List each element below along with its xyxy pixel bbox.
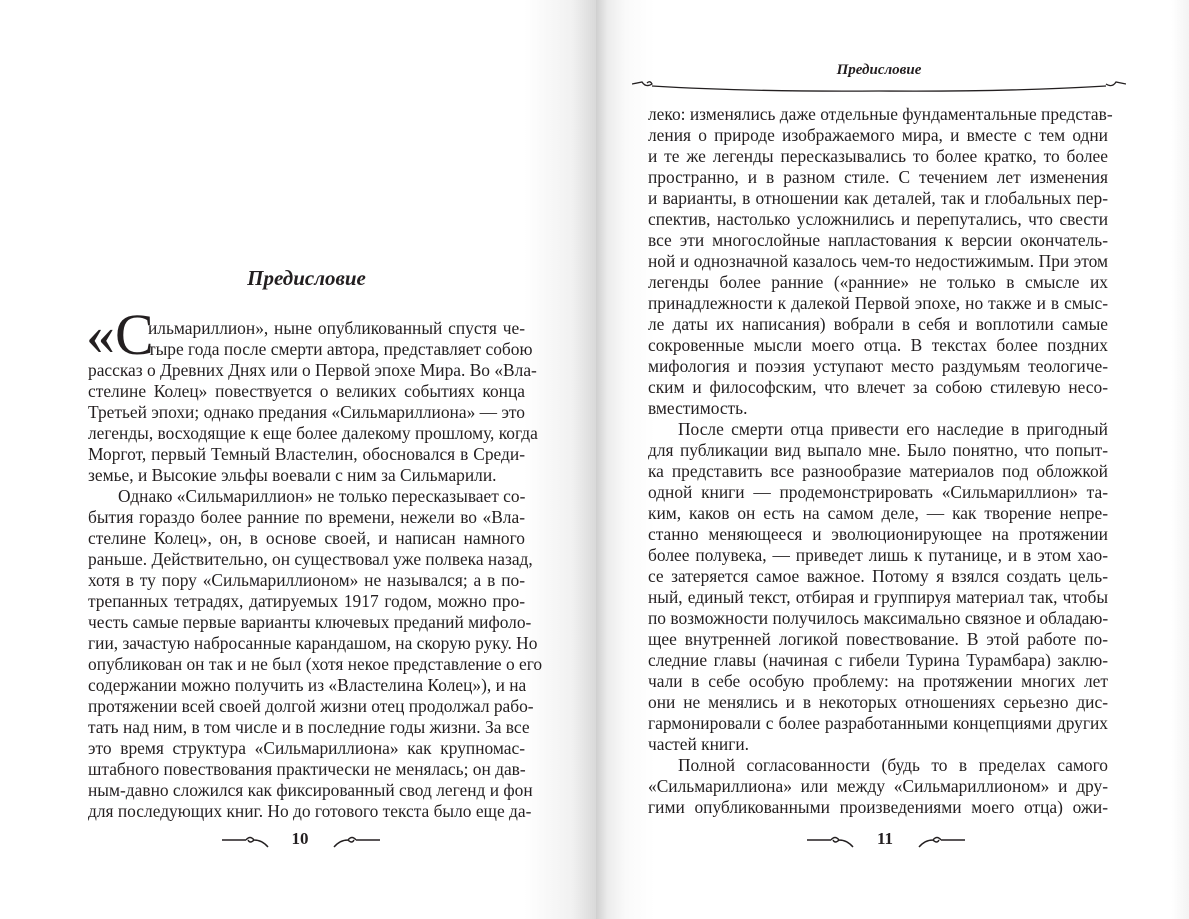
- text-line: протяжении всей своей долгой жизни отец продолжал рабо-: [88, 696, 534, 716]
- text-line: Моргот, первый Темный Властелин, обосновался в Среди-: [88, 444, 525, 464]
- text-line: Полной согласованности (будь то в пределах самого: [678, 755, 1108, 775]
- text-line: легенды более ранние («ранние» не только в смысле их: [648, 272, 1108, 292]
- page-number: 11: [876, 829, 894, 848]
- text-line: принадлежности к далекой Первой эпохе, но также и в смыс-: [648, 293, 1108, 313]
- text-line: спектив, настолько усложнились и перепутались, что свести: [648, 209, 1108, 229]
- text-line: ным-давно сложился как фиксированный свод легенд и фон: [88, 780, 533, 800]
- chapter-title: Предисловие: [247, 266, 366, 290]
- text-line: Однако «Сильмариллион» не только пересказывает со-: [118, 486, 526, 506]
- text-line: легенды, восходящие к еще более далекому прошлому, когда: [88, 423, 538, 443]
- text-line: сокровенные мысли моего отца. В текстах более поздних: [648, 335, 1108, 355]
- text-line: трепанных тетрадях, датируемых 1917 годом, можно про-: [88, 591, 525, 611]
- body-text: [88, 318, 543, 822]
- text-line: стелине Колец», он, в основе своей, и написан намного: [88, 528, 525, 548]
- text-line: содержании можно получить из «Властелина Колец»), и на: [88, 675, 527, 695]
- text-line: После смерти отца привести его наследие в пригодный: [678, 419, 1108, 439]
- text-line: более полувека, — приведет лишь к путанице, и в этом хао-: [648, 545, 1108, 565]
- text-line: для последующих книг. Но до готового текста было еще да-: [88, 801, 532, 821]
- text-line: честь самые первые варианты ключевых преданий мифоло-: [88, 612, 532, 632]
- text-line: чали в себе особую проблему: на протяжении многих лет: [648, 671, 1108, 691]
- flourish-right-icon: [330, 832, 380, 848]
- text-line: ким, каков он есть на самом деле, — как творение непре-: [648, 503, 1108, 523]
- text-line: гармонировали с более разработанными концепциями других: [648, 713, 1108, 733]
- page-footer: [785, 826, 985, 854]
- text-line: все эти многослойные напластования к версии окончатель-: [648, 230, 1108, 250]
- text-line: для публикации вид выпало мне. Было понятно, что попыт-: [648, 440, 1108, 460]
- text-line: се затеряется самое важное. Потому я взялся создать цель-: [648, 566, 1108, 586]
- text-line: одной книги — продемонстрировать «Сильмариллион» та-: [648, 482, 1108, 502]
- page-number: 10: [291, 829, 309, 848]
- text-line: они не менялись и в некоторых отношениях серьезно дис-: [648, 692, 1108, 712]
- text-line: стелине Колец» повествуется о великих событиях конца: [88, 381, 525, 401]
- text-line: земье, и Высокие эльфы воевали с ним за Сильмарили.: [88, 465, 497, 485]
- text-line: мифология и поэзия уступают место раздумьям теологиче-: [648, 356, 1108, 376]
- text-line: раньше. Действительно, он существовал уже полвека назад,: [88, 549, 533, 569]
- text-line: тать над ним, в том числе и в последние годы жизни. За все: [88, 717, 530, 737]
- header-rule-ornament-icon: [632, 80, 1126, 96]
- drop-cap: «С: [86, 302, 154, 367]
- running-head: Предисловие: [836, 62, 922, 78]
- text-line: гии, зачастую набросанные карандашом, на скорую руку. Но: [88, 633, 538, 653]
- text-line: штабного повествования практически не менялась; он дав-: [88, 759, 526, 779]
- text-line: «Сильмариллиона» или между «Сильмариллионом» и дру-: [648, 776, 1108, 796]
- text-line: Третьей эпохи; однако предания «Сильмариллиона» — это: [88, 402, 525, 422]
- text-line: ления о природе изображаемого мира, и вместе с тем одни: [648, 125, 1108, 145]
- body-text: [648, 104, 1113, 818]
- text-line: гими опубликованными произведениями моего отца) ожи-: [648, 797, 1108, 817]
- text-line: ный, единый текст, отбирая и группируя материал так, чтобы: [648, 587, 1108, 607]
- text-line: опубликован он так и не был (хотя некое представление о его: [88, 654, 543, 674]
- text-line: ка представить все разнообразие материалов под обложкой: [648, 461, 1108, 481]
- text-line: леко: изменялись даже отдельные фундаментальные представ-: [648, 104, 1113, 124]
- text-line: частей книги.: [648, 734, 750, 754]
- text-line: и варианты, в отношении как деталей, так и глобальных пер-: [648, 188, 1108, 208]
- text-line: бытия гораздо более ранние по времени, нежели во «Вла-: [88, 507, 525, 527]
- text-line: станно меняющееся и эволюционирующее на протяжении: [648, 524, 1108, 544]
- text-line: вместимость.: [648, 398, 748, 418]
- text-line: по возможности получилось максимально связное и обладаю-: [648, 608, 1109, 628]
- page-footer: [200, 826, 400, 854]
- text-line: ной и однозначной казалось чем-то недостижимым. При этом: [648, 251, 1108, 271]
- text-line: щее внутренней логикой повествование. В этой работе по-: [648, 629, 1108, 649]
- text-line: ильмариллион», ныне опубликованный спустя че-: [148, 318, 525, 338]
- text-line: тыре года после смерти автора, представляет собою: [148, 339, 533, 359]
- text-line: пространно, и в разном стиле. С течением лет изменения: [648, 167, 1108, 187]
- text-line: следние главы (начиная с гибели Турина Турамбара) заклю-: [648, 650, 1108, 670]
- text-line: ле даты их написания) вобрали в себя и воплотили самые: [648, 314, 1108, 334]
- text-line: и те же легенды пересказывались то более кратко, то более: [648, 146, 1108, 166]
- text-line: ским и философским, что влечет за собою стилевую несо-: [648, 377, 1108, 397]
- right-page: [596, 0, 1189, 919]
- text-line: это время структура «Сильмариллиона» как крупномас-: [88, 738, 525, 758]
- text-line: рассказ о Древних Днях или о Первой эпохе Мира. Во «Вла-: [88, 360, 537, 380]
- text-line: хотя в ту пору «Сильмариллионом» не назывался; а в по-: [88, 570, 525, 590]
- flourish-right-icon: [915, 832, 965, 848]
